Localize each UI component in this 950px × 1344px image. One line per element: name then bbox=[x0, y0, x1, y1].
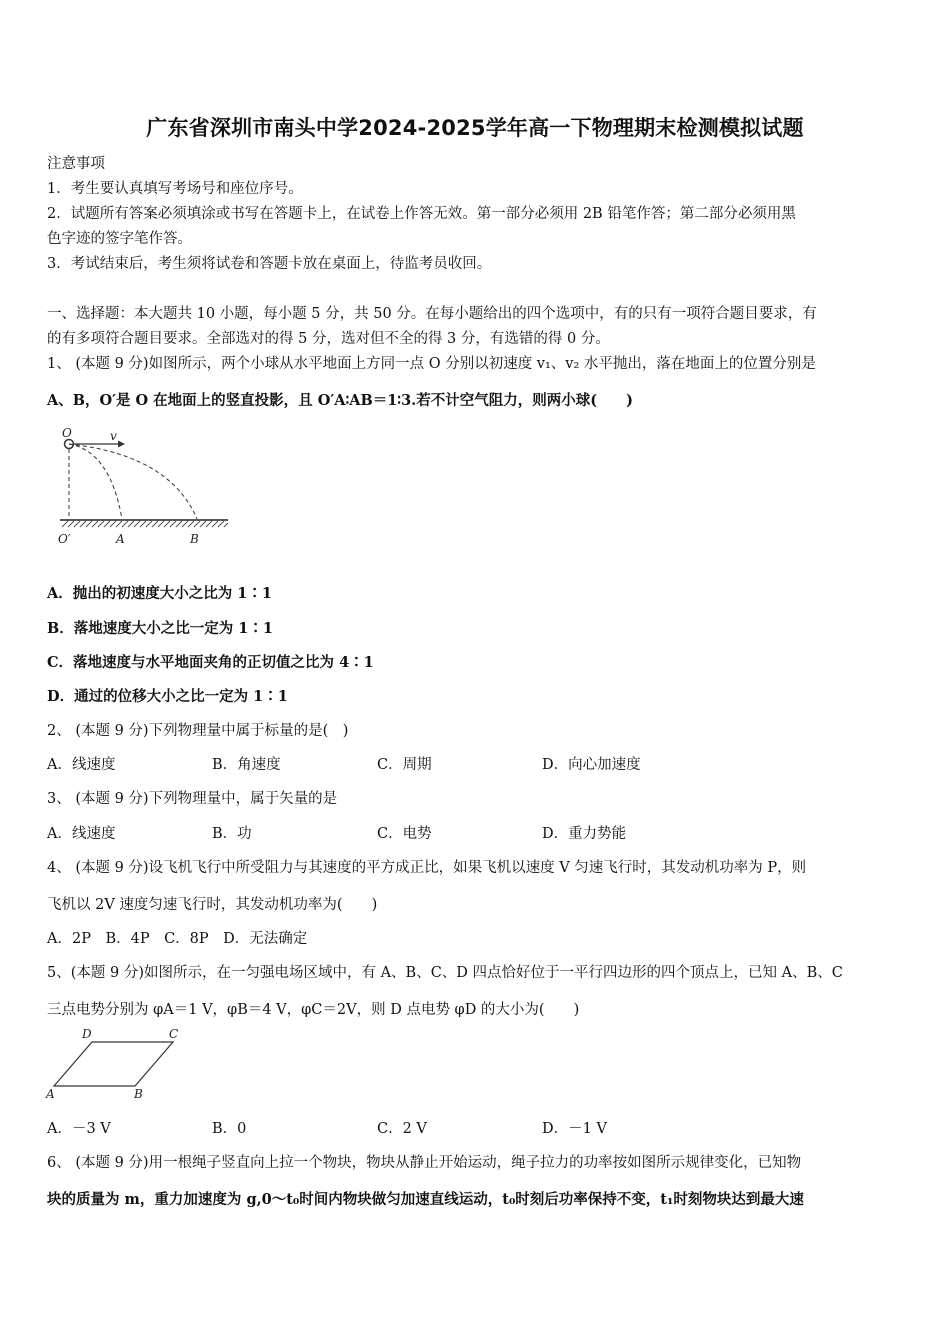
notice-item: 色字迹的签字笔作答。 bbox=[47, 231, 192, 247]
trajectory-a bbox=[69, 444, 122, 519]
q5-option: A．－3 V bbox=[47, 1121, 111, 1137]
trajectory-b bbox=[69, 444, 197, 519]
label-o: O bbox=[62, 426, 72, 440]
q5-stem: 5、(本题 9 分)如图所示，在一匀强电场区域中，有 A、B、C、D 四点恰好位于一平行四边形的四个顶点上，已知 A、B、C bbox=[47, 965, 843, 981]
q3-option: B．功 bbox=[212, 826, 252, 842]
label-b: B bbox=[190, 532, 199, 546]
q4-options: A．2P B．4P C．8P D．无法确定 bbox=[47, 931, 308, 947]
q5-option: D．－1 V bbox=[542, 1121, 607, 1137]
label-o-prime: O′ bbox=[58, 532, 71, 546]
label-b: B bbox=[134, 1087, 143, 1101]
page-title: 广东省深圳市南头中学2024-2025学年高一下物理期末检测模拟试题 bbox=[146, 116, 804, 140]
label-d: D bbox=[82, 1027, 92, 1041]
q2-option: A．线速度 bbox=[47, 757, 116, 773]
q3-option: D．重力势能 bbox=[542, 826, 627, 842]
q1-stem: 1、 (本题 9 分)如图所示，两个小球从水平地面上方同一点 O 分别以初速度 v₁、v₂ 水平抛出，落在地面上的位置分别是 bbox=[47, 356, 816, 372]
section-intro: 的有多项符合题目要求。全部选对的得 5 分，选对但不全的得 3 分，有选错的得 0 分。 bbox=[47, 331, 610, 347]
q3-option: A．线速度 bbox=[47, 826, 116, 842]
q2-stem: 2、 (本题 9 分)下列物理量中属于标量的是( ) bbox=[47, 723, 349, 739]
parallelogram bbox=[54, 1042, 173, 1086]
q2-option: C．周期 bbox=[377, 757, 432, 773]
notice-item: 2．试题所有答案必须填涂或书写在答题卡上，在试卷上作答无效。第一部分必须用 2B 铅笔作答；第二部分必须用黑 bbox=[47, 206, 796, 222]
q5-stem: 三点电势分别为 φA＝1 V，φB＝4 V，φC＝2V，则 D 点电势 φD 的大小为( ) bbox=[47, 1002, 580, 1018]
q5-option: C．2 V bbox=[377, 1121, 427, 1137]
label-c: C bbox=[169, 1027, 179, 1041]
q1-option: B．落地速度大小之比一定为 1∶1 bbox=[47, 620, 273, 637]
q3-stem: 3、 (本题 9 分)下列物理量中，属于矢量的是 bbox=[47, 791, 338, 807]
q1-option: A．抛出的初速度大小之比为 1∶1 bbox=[47, 585, 272, 602]
q4-stem: 4、 (本题 9 分)设飞机飞行中所受阻力与其速度的平方成正比，如果飞机以速度 V 匀速飞行时，其发动机功率为 P，则 bbox=[47, 860, 807, 876]
q2-option: D．向心加速度 bbox=[542, 757, 641, 773]
q1-option: C．落地速度与水平地面夹角的正切值之比为 4∶1 bbox=[47, 654, 374, 671]
label-a: A bbox=[46, 1087, 55, 1101]
q4-stem: 飞机以 2V 速度匀速飞行时，其发动机功率为( ) bbox=[47, 897, 378, 913]
q5-parallelogram-figure bbox=[44, 1026, 194, 1104]
q6-stem: 块的质量为 m，重力加速度为 g,0～t₀时间内物块做匀加速直线运动，t₀时刻后功率保持不变，t₁时刻物块达到最大速 bbox=[47, 1191, 804, 1208]
q5-option: B．0 bbox=[212, 1121, 247, 1137]
q6-stem: 6、 (本题 9 分)用一根绳子竖直向上拉一个物块，物块从静止开始运动，绳子拉力的功率按如图所示规律变化，已知物 bbox=[47, 1155, 802, 1171]
q1-option: D．通过的位移大小之比一定为 1∶1 bbox=[47, 688, 288, 705]
q1-projectile-figure bbox=[52, 425, 232, 550]
q3-option: C．电势 bbox=[377, 826, 432, 842]
section-intro: 一、选择题：本大题共 10 小题，每小题 5 分，共 50 分。在每小题给出的四个选项中，有的只有一项符合题目要求，有 bbox=[47, 306, 817, 322]
notice-item: 1．考生要认真填写考场号和座位序号。 bbox=[47, 181, 303, 197]
label-a: A bbox=[116, 532, 125, 546]
notice-item: 3．考试结束后，考生须将试卷和答题卡放在桌面上，待监考员收回。 bbox=[47, 256, 492, 272]
notice-heading: 注意事项 bbox=[47, 156, 105, 172]
q2-option: B．角速度 bbox=[212, 757, 281, 773]
label-v: v bbox=[110, 429, 117, 443]
q1-stem: A、B，O′是 O 在地面上的竖直投影，且 O′A∶AB＝1∶3.若不计空气阻力，则两小球( ) bbox=[47, 392, 633, 409]
